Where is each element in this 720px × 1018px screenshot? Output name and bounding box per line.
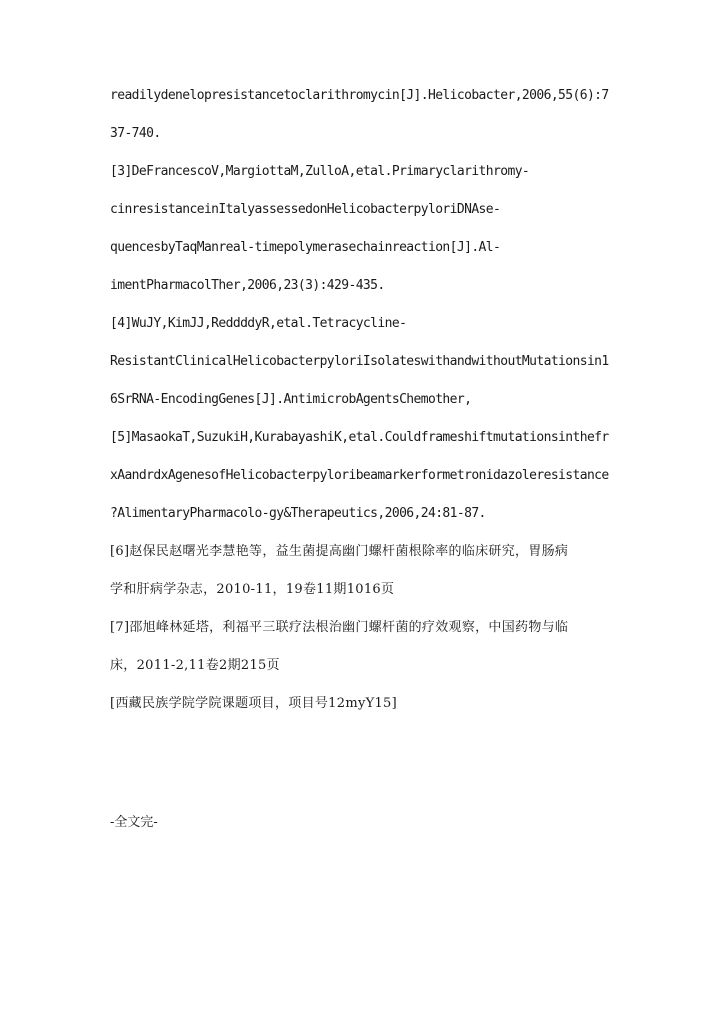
ref-4-line-3: 6SrRNA-EncodingGenes[J].AntimicrobAgentsChemother,	[110, 392, 472, 407]
ref-4-line-1: [4]WuJY,KimJJ,ReddddyR,etal.Tetracycline-	[110, 316, 407, 331]
ref-7-line-2: 床，2011-2,11卷2期215页	[110, 658, 280, 673]
ref-line-1: readilydenelopresistancetoclarithromycin[J].Helicobacter,2006,55(6):7	[110, 88, 609, 103]
ref-6-line-1: [6]赵保民赵曙光李慧艳等，益生菌提高幽门螺杆菌根除率的临床研究，胃肠病	[110, 544, 569, 559]
ref-4-line-2: ResistantClinicalHelicobacterpyloriIsolateswithandwithoutMutationsin1	[110, 354, 609, 369]
ref-5-line-3: ?AlimentaryPharmacolo-gy&Therapeutics,2006,24:81-87.	[110, 506, 486, 521]
end-marker: -全文完-	[110, 815, 158, 830]
ref-6-line-2: 学和肝病学杂志，2010-11，19卷11期1016页	[110, 582, 395, 597]
ref-7-line-1: [7]邵旭峰林延塔，利福平三联疗法根治幽门螺杆菌的疗效观察，中国药物与临	[110, 620, 569, 635]
project-note: [西藏民族学院学院课题项目，项目号12myY15]	[110, 696, 397, 711]
ref-line-2: 37-740.	[110, 126, 161, 141]
ref-3-line-3: quencesbyTaqManreal-timepolymerasechainreaction[J].Al-	[110, 240, 501, 255]
ref-3-line-1: [3]DeFrancescoV,MargiottaM,ZulloA,etal.Primaryclarithromy-	[110, 164, 530, 179]
ref-3-line-4: imentPharmacolTher,2006,23(3):429-435.	[110, 278, 385, 293]
ref-5-line-1: [5]MasaokaT,SuzukiH,KurabayashiK,etal.Couldframeshiftmutationsinthefr	[110, 430, 609, 445]
ref-3-line-2: cinresistanceinItalyassessedonHelicobacterpyloriDNAse-	[110, 202, 501, 217]
ref-5-line-2: xAandrdxAgenesofHelicobacterpyloribeamarkerformetronidazoleresistance	[110, 468, 609, 483]
reference-list	[110, 88, 620, 734]
